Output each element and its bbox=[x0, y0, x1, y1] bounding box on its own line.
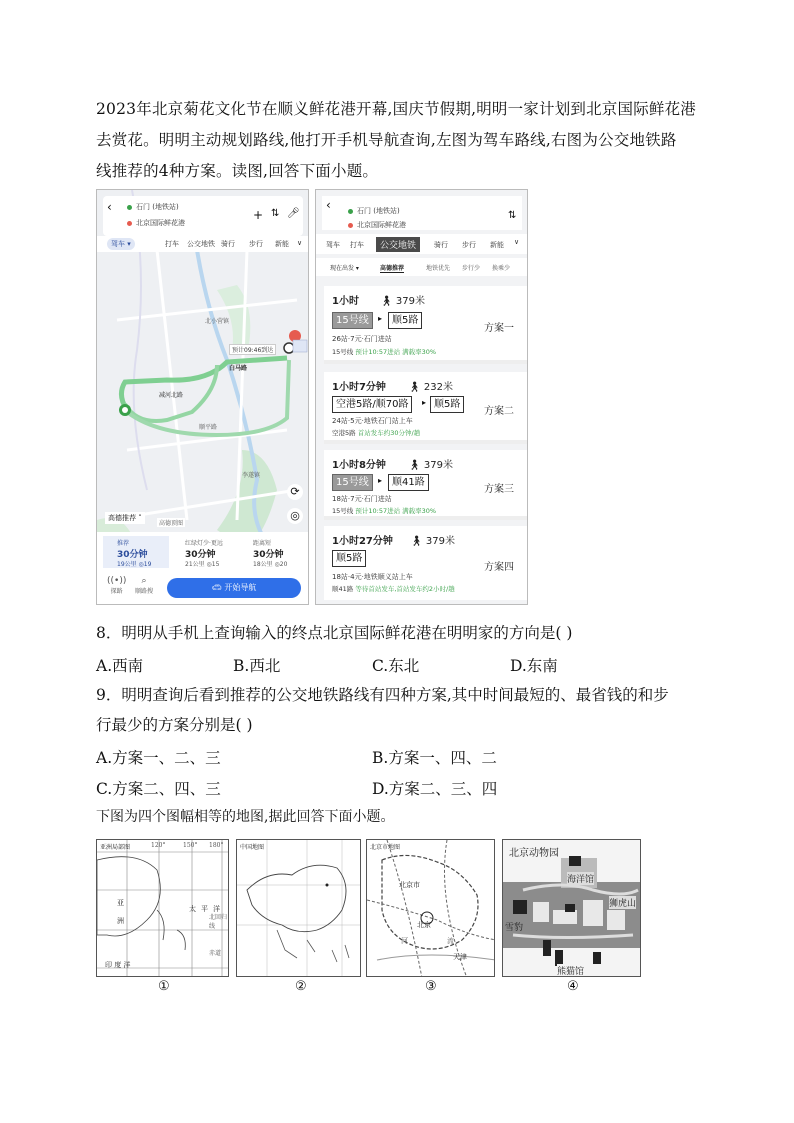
tab-transit[interactable]: 公交地铁 bbox=[376, 237, 420, 252]
map-place-label: 北小营镇 bbox=[205, 318, 230, 325]
add-stop-icon[interactable]: + bbox=[253, 208, 264, 222]
filter-bar bbox=[316, 258, 528, 276]
map-layer-tag: 高德顶图 bbox=[159, 520, 184, 527]
mode-tabs bbox=[316, 234, 528, 254]
origin-text[interactable]: 石门 (地铁站) bbox=[136, 203, 179, 211]
search-icon: ⌕ bbox=[141, 576, 147, 586]
map-place-label: 李遂镇 bbox=[242, 472, 261, 479]
map-1-number: ① bbox=[158, 979, 170, 994]
q8-option-d[interactable]: D.东南 bbox=[510, 657, 558, 675]
mic-icon[interactable]: 🎤︎ bbox=[287, 208, 300, 219]
tab-driving[interactable]: 驾车 bbox=[326, 241, 340, 249]
plan-label: 方案一 bbox=[484, 323, 514, 334]
start-navigation-button[interactable]: 🚗︎ 开始导航 bbox=[167, 578, 301, 598]
transit-plans-screenshot bbox=[315, 189, 528, 605]
maps-intro: 下图为四个图幅相等的地图,据此回答下面小题。 bbox=[96, 809, 395, 825]
map-3-number: ③ bbox=[425, 979, 437, 994]
q8-option-a[interactable]: A.西南 bbox=[96, 657, 144, 675]
map-road-label: 白马路 bbox=[229, 365, 248, 372]
refresh-icon[interactable]: ⟳ bbox=[287, 484, 303, 500]
arrow-right-icon: ▸ bbox=[378, 314, 383, 323]
chevron-down-icon[interactable]: ∨ bbox=[514, 238, 520, 246]
walk-icon: 🚶︎ bbox=[410, 536, 423, 547]
search-header bbox=[103, 196, 303, 236]
back-icon[interactable]: ‹ bbox=[107, 200, 112, 214]
tab-taxi[interactable]: 打车 bbox=[165, 240, 179, 248]
map-3-beijing: 北京市地图 北京市 北京 天津 河 流 bbox=[366, 839, 495, 977]
map-2-china: 中国地图 bbox=[236, 839, 361, 977]
q8-option-c[interactable]: C.东北 bbox=[372, 657, 420, 675]
map-4-number: ④ bbox=[567, 979, 579, 994]
q9-option-b[interactable]: B.方案一、四、二 bbox=[372, 749, 497, 767]
intro-line-3: 线推荐的4种方案。读图,回答下面小题。 bbox=[96, 162, 379, 180]
plan-label: 方案二 bbox=[484, 406, 514, 417]
arrow-right-icon: ▸ bbox=[422, 398, 427, 407]
plan-label: 方案三 bbox=[484, 484, 514, 495]
tab-ev[interactable]: 新能 bbox=[490, 241, 504, 249]
search-header bbox=[322, 196, 522, 230]
tab-walking[interactable]: 步行 bbox=[249, 240, 263, 248]
transit-plan-3[interactable]: 1小时8分钟 🚶︎ 379米 15号线 ▸ 顺41路 方案三 18站·7元·石门进站 15号线 预计10:57进站 满载率30% bbox=[324, 450, 528, 520]
back-icon[interactable]: ‹ bbox=[326, 198, 331, 212]
swap-icon[interactable]: ⇅ bbox=[271, 208, 280, 219]
filter-less-transfer[interactable]: 换乘少 bbox=[492, 265, 511, 272]
transit-plan-1[interactable]: 1小时 🚶︎ 379米 15号线 ▸ 顺5路 方案一 26站·7元·石门进站 15号线 预计10:57进站 满载率30% bbox=[324, 286, 528, 364]
intro-line-1: 2023年北京菊花文化节在顺义鲜花港开幕,国庆节假期,明明一家计划到北京国际鲜花港 bbox=[96, 100, 697, 118]
search-along-button[interactable]: ⌕ 顺路搜 bbox=[135, 576, 154, 595]
origin-text[interactable]: 石门 (地铁站) bbox=[357, 207, 400, 215]
q8-option-b[interactable]: B.西北 bbox=[233, 657, 281, 675]
chevron-down-icon[interactable]: ∨ bbox=[297, 239, 303, 247]
walk-icon: 🚶︎ bbox=[408, 382, 421, 393]
route-summary-panel bbox=[97, 532, 309, 605]
plan-label: 方案四 bbox=[484, 562, 514, 573]
q9-option-a[interactable]: A.方案一、二、三 bbox=[96, 749, 221, 767]
tab-cycling[interactable]: 骑行 bbox=[221, 240, 235, 248]
destination-text[interactable]: 北京国际鲜花港 bbox=[136, 219, 185, 227]
route-option-2[interactable]: 红绿灯少·更远 30分钟 21公里 ◎15 bbox=[185, 540, 223, 568]
question-8-stem: 8．明明从手机上查询输入的终点北京国际鲜花港在明明家的方向是( ) bbox=[96, 624, 573, 642]
mode-tabs bbox=[97, 236, 309, 252]
line-badge: 空港5路/顺70路 bbox=[332, 396, 412, 413]
tab-taxi[interactable]: 打车 bbox=[350, 241, 364, 249]
signal-icon: ((•)) bbox=[107, 576, 127, 586]
line-badge: 顺41路 bbox=[388, 474, 429, 491]
intro-line-2: 去赏花。明明主动规划路线,他打开手机导航查询,左图为驾车路线,右图为公交地铁路 bbox=[96, 131, 677, 149]
question-9-stem-line-1: 9．明明查询后看到推荐的公交地铁路线有四种方案,其中时间最短的、最省钱的和步 bbox=[96, 686, 669, 704]
map-road-label: 顺平路 bbox=[199, 424, 218, 431]
tab-transit[interactable]: 公交地铁 bbox=[187, 240, 215, 248]
walk-icon: 🚶︎ bbox=[380, 296, 393, 307]
depart-time-filter[interactable]: 现在出发 ▾ bbox=[330, 265, 359, 272]
q9-option-c[interactable]: C.方案二、四、三 bbox=[96, 780, 221, 798]
driving-route-screenshot bbox=[96, 189, 309, 605]
filter-subway-first[interactable]: 地铁优先 bbox=[426, 265, 451, 272]
line-badge: 15号线 bbox=[332, 312, 373, 329]
map-4-zoo: 北京动物园 海洋馆 狮虎山 雪豹 熊猫馆 bbox=[502, 839, 641, 977]
car-icon: 🚗︎ bbox=[211, 583, 222, 592]
tab-walking[interactable]: 步行 bbox=[462, 241, 476, 249]
tab-driving[interactable]: 驾车 ▾ bbox=[107, 238, 135, 250]
map-2-number: ② bbox=[295, 979, 307, 994]
question-9-stem-line-2: 行最少的方案分别是( ) bbox=[96, 716, 253, 734]
map-road-label: 减河北路 bbox=[159, 392, 184, 399]
transit-plan-4[interactable]: 1小时27分钟 🚶︎ 379米 顺5路 方案四 18站·4元·地铁顺义站上车 顺41路 等待首站发车,首站发车约2小时/趟 bbox=[324, 526, 528, 600]
filter-recommended[interactable]: 高德推荐 bbox=[380, 265, 405, 272]
line-badge: 顺5路 bbox=[430, 396, 464, 413]
arrow-right-icon: ▸ bbox=[378, 476, 383, 485]
walk-icon: 🚶︎ bbox=[408, 460, 421, 471]
map-1-asia: 亚洲局部图 120° 150° 180° 太 平 洋 亚 洲 印 度 洋 赤道 北回归线 bbox=[96, 839, 229, 977]
route-option-3[interactable]: 距离短 30分钟 18公里 ◎20 bbox=[253, 540, 288, 568]
explore-button[interactable]: ((•)) 探路 bbox=[107, 576, 127, 595]
line-badge: 15号线 bbox=[332, 474, 373, 491]
route-recommend-tag[interactable]: 高德推荐 ˄ bbox=[105, 512, 145, 524]
locate-icon[interactable]: ◎ bbox=[287, 508, 303, 524]
route-option-1[interactable]: 推荐 30分钟 19公里 ◎19 bbox=[103, 536, 169, 568]
q9-option-d[interactable]: D.方案二、三、四 bbox=[372, 780, 498, 798]
tab-cycling[interactable]: 骑行 bbox=[434, 241, 448, 249]
line-badge: 顺5路 bbox=[332, 550, 366, 567]
destination-text[interactable]: 北京国际鲜花港 bbox=[357, 221, 406, 229]
filter-less-walk[interactable]: 步行少 bbox=[462, 265, 481, 272]
eta-bubble: 预计09:46到达 bbox=[229, 344, 276, 355]
line-badge: 顺5路 bbox=[388, 312, 422, 329]
tab-ev[interactable]: 新能 bbox=[275, 240, 289, 248]
transit-plan-2[interactable]: 1小时7分钟 🚶︎ 232米 空港5路/顺70路 ▸ 顺5路 方案二 24站·5元·地铁石门站上车 空港5路 首站发车约30分钟/趟 bbox=[324, 372, 528, 444]
swap-icon[interactable]: ⇅ bbox=[508, 210, 517, 221]
